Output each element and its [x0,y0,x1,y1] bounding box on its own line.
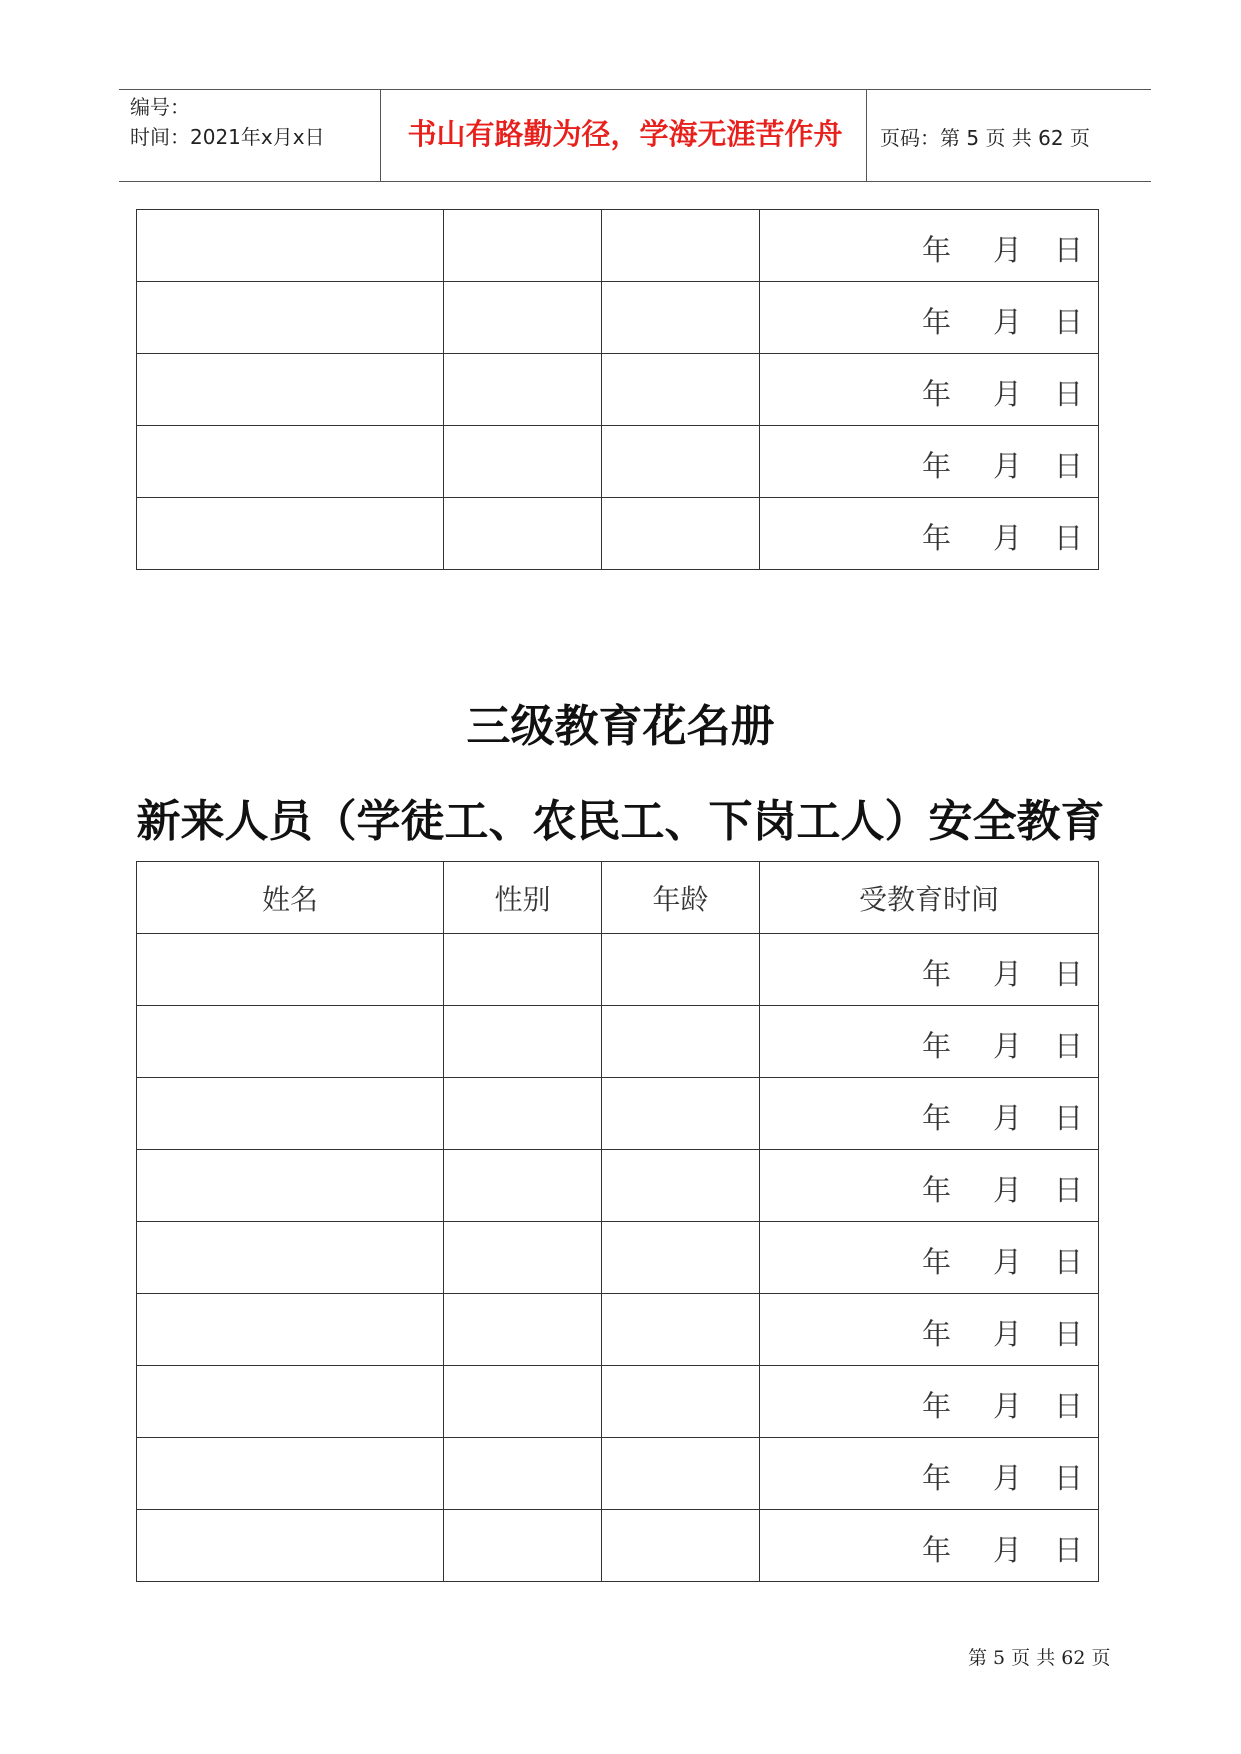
date-day-label: 日 [1054,305,1084,339]
page-subtitle: 新来人员（学徒工、农民工、下岗工人）安全教育 [136,796,1105,847]
date-year-label: 年 [922,957,952,991]
name-cell[interactable] [137,1294,444,1366]
age-cell[interactable] [602,1006,760,1078]
page-footer: 第 5 页 共 62 页 [968,1647,1111,1669]
date-year-label: 年 [922,1101,952,1135]
date-year-label: 年 [922,1173,952,1207]
date-month-label: 月 [993,233,1023,267]
date-day-label: 日 [1054,1461,1084,1495]
age-cell[interactable] [602,210,760,282]
date-day-label: 日 [1054,1173,1084,1207]
gender-cell[interactable] [444,210,602,282]
header-education-time: 受教育时间 [760,862,1099,934]
date-day-label: 日 [1054,1533,1084,1567]
gender-cell[interactable] [444,282,602,354]
gender-cell[interactable] [444,498,602,570]
gender-cell[interactable] [444,426,602,498]
age-cell[interactable] [602,1294,760,1366]
date-year-label: 年 [922,1245,952,1279]
date-year-label: 年 [922,305,952,339]
name-cell[interactable] [137,1366,444,1438]
date-month-label: 月 [993,1533,1023,1567]
gender-cell[interactable] [444,1294,602,1366]
name-cell[interactable] [137,1222,444,1294]
table-row [137,1510,1099,1582]
date-day-label: 日 [1054,1245,1084,1279]
date-month-label: 月 [993,1389,1023,1423]
name-cell[interactable] [137,498,444,570]
header-bottom-rule [119,181,1151,182]
date-cell[interactable] [760,1294,1099,1366]
gender-cell[interactable] [444,1510,602,1582]
date-day-label: 日 [1054,521,1084,555]
table-row [137,1222,1099,1294]
header-time-label: 时间：2021年x月x日 [130,125,325,149]
gender-cell[interactable] [444,934,602,1006]
date-day-label: 日 [1054,233,1084,267]
date-month-label: 月 [993,1461,1023,1495]
date-year-label: 年 [922,233,952,267]
table-row [137,426,1099,498]
date-cell[interactable] [760,1150,1099,1222]
table-row [137,1078,1099,1150]
table-row [137,498,1099,570]
age-cell[interactable] [602,1510,760,1582]
page-title: 三级教育花名册 [466,701,775,752]
header-meta [130,92,325,152]
table-row [137,1438,1099,1510]
name-cell[interactable] [137,1078,444,1150]
gender-cell[interactable] [444,354,602,426]
gender-cell[interactable] [444,1150,602,1222]
date-month-label: 月 [993,1317,1023,1351]
table-row [137,934,1099,1006]
age-cell[interactable] [602,1222,760,1294]
date-month-label: 月 [993,377,1023,411]
name-cell[interactable] [137,1438,444,1510]
gender-cell[interactable] [444,1438,602,1510]
date-year-label: 年 [922,377,952,411]
date-month-label: 月 [993,1101,1023,1135]
date-month-label: 月 [993,1245,1023,1279]
date-cell[interactable] [760,1510,1099,1582]
date-month-label: 月 [993,521,1023,555]
date-day-label: 日 [1054,1029,1084,1063]
name-cell[interactable] [137,1150,444,1222]
age-cell[interactable] [602,1078,760,1150]
header-gender: 性别 [444,862,602,934]
date-day-label: 日 [1054,1317,1084,1351]
name-cell[interactable] [137,210,444,282]
age-cell[interactable] [602,1366,760,1438]
date-cell[interactable] [760,1222,1099,1294]
name-cell[interactable] [137,1006,444,1078]
header-divider-left [380,89,381,182]
table-row [137,1294,1099,1366]
table-row [137,282,1099,354]
date-day-label: 日 [1054,377,1084,411]
gender-cell[interactable] [444,1006,602,1078]
date-cell[interactable] [760,934,1099,1006]
date-month-label: 月 [993,449,1023,483]
date-day-label: 日 [1054,1389,1084,1423]
age-cell[interactable] [602,354,760,426]
date-cell[interactable] [760,1078,1099,1150]
table-row [137,1006,1099,1078]
date-cell[interactable] [760,354,1099,426]
age-cell[interactable] [602,934,760,1006]
table-row [137,354,1099,426]
date-month-label: 月 [993,957,1023,991]
date-day-label: 日 [1054,957,1084,991]
age-cell[interactable] [602,426,760,498]
name-cell[interactable] [137,426,444,498]
age-cell[interactable] [602,498,760,570]
date-cell[interactable] [760,1006,1099,1078]
date-day-label: 日 [1054,449,1084,483]
header-name: 姓名 [137,862,444,934]
name-cell[interactable] [137,934,444,1006]
gender-cell[interactable] [444,1222,602,1294]
date-cell[interactable] [760,498,1099,570]
header-number-label: 编号： [130,95,190,119]
gender-cell[interactable] [444,1366,602,1438]
date-month-label: 月 [993,1029,1023,1063]
date-year-label: 年 [922,1533,952,1567]
date-cell[interactable] [760,282,1099,354]
header-motto: 书山有路勤为径，学海无涯苦作舟 [407,117,843,151]
date-cell[interactable] [760,1438,1099,1510]
header-page-code: 页码：第 5 页 共 62 页 [880,126,1090,150]
name-cell[interactable] [137,1510,444,1582]
date-year-label: 年 [922,1461,952,1495]
table-row [137,1366,1099,1438]
name-cell[interactable] [137,354,444,426]
date-month-label: 月 [993,305,1023,339]
date-year-label: 年 [922,1029,952,1063]
date-cell[interactable] [760,1366,1099,1438]
date-month-label: 月 [993,1173,1023,1207]
date-year-label: 年 [922,521,952,555]
roster-table [136,861,1099,1582]
age-cell[interactable] [602,282,760,354]
table-header-row [137,862,1099,934]
table-row [137,1150,1099,1222]
table-row [137,210,1099,282]
date-year-label: 年 [922,1317,952,1351]
date-day-label: 日 [1054,1101,1084,1135]
header-top-rule [119,89,1151,90]
age-cell[interactable] [602,1150,760,1222]
gender-cell[interactable] [444,1078,602,1150]
date-year-label: 年 [922,449,952,483]
date-cell[interactable] [760,210,1099,282]
roster-table-continued [136,209,1099,570]
date-year-label: 年 [922,1389,952,1423]
name-cell[interactable] [137,282,444,354]
header-age: 年龄 [602,862,760,934]
age-cell[interactable] [602,1438,760,1510]
date-cell[interactable] [760,426,1099,498]
